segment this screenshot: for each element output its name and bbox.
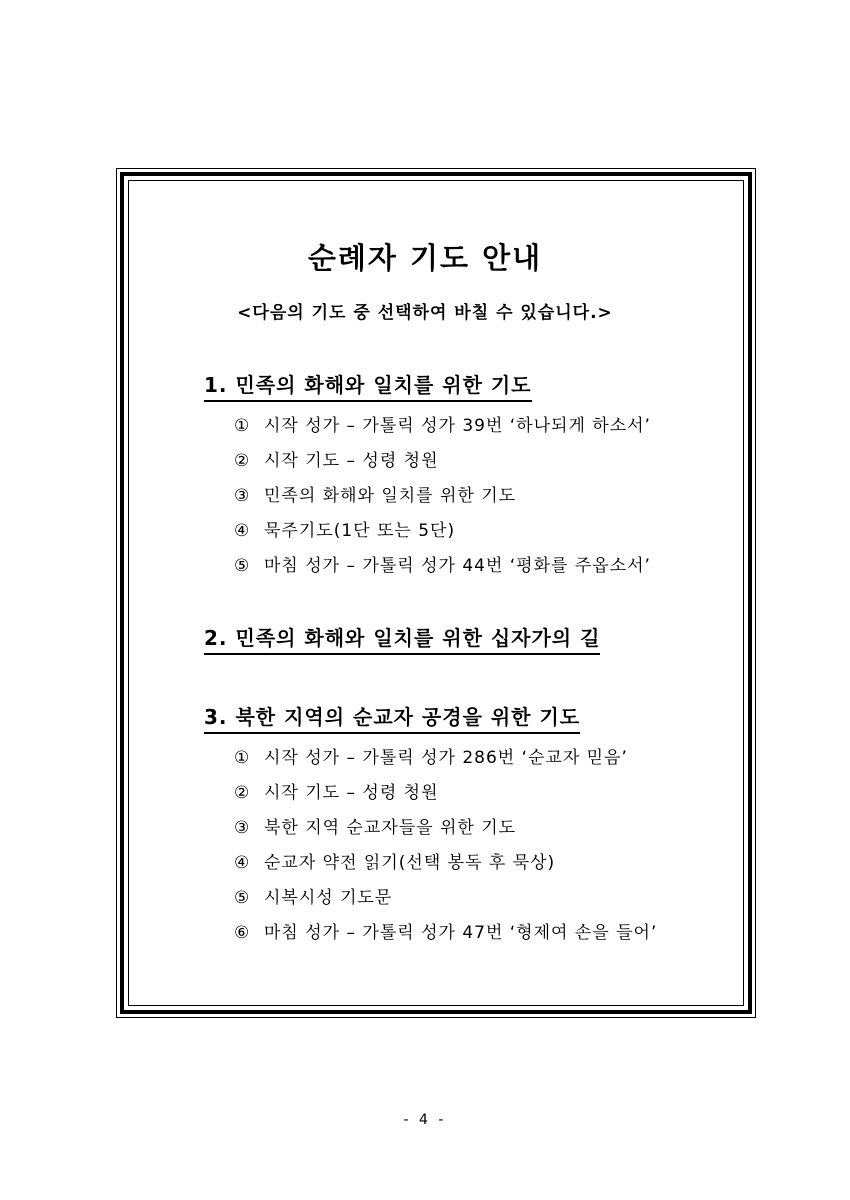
page-number: - 4 - xyxy=(403,1112,447,1128)
item-number: ⑥ xyxy=(234,923,251,943)
item-text: 시작 성가 – 가톨릭 성가 286번 ‘순교자 믿음’ xyxy=(264,748,628,768)
item-number: ① xyxy=(234,416,251,436)
list-item xyxy=(234,449,651,484)
item-text: 시작 기도 – 성령 청원 xyxy=(264,783,439,803)
list-item xyxy=(234,851,657,886)
item-text: 민족의 화해와 일치를 위한 기도 xyxy=(264,486,517,506)
item-number: ② xyxy=(234,451,251,471)
list-item xyxy=(234,414,651,449)
section-heading-2: 2. 민족의 화해와 일치를 위한 십자가의 길 xyxy=(204,625,600,655)
item-text: 시복시성 기도문 xyxy=(264,888,393,908)
item-number: ③ xyxy=(234,818,251,838)
list-item xyxy=(234,886,657,921)
item-number: ⑤ xyxy=(234,556,251,576)
list-item xyxy=(234,554,651,589)
item-text: 북한 지역 순교자들을 위한 기도 xyxy=(264,818,517,838)
item-number: ③ xyxy=(234,486,251,506)
section-heading-1: 1. 민족의 화해와 일치를 위한 기도 xyxy=(204,372,532,402)
item-text: 마침 성가 – 가톨릭 성가 47번 ‘형제여 손을 들어’ xyxy=(264,923,658,943)
list-item xyxy=(234,921,657,956)
list-item xyxy=(234,781,657,816)
item-text: 마침 성가 – 가톨릭 성가 44번 ‘평화를 주옵소서’ xyxy=(264,556,651,576)
section-3-list xyxy=(234,746,657,956)
list-item xyxy=(234,519,651,554)
item-number: ⑤ xyxy=(234,888,251,908)
list-item xyxy=(234,746,657,781)
item-text: 순교자 약전 읽기(선택 봉독 후 묵상) xyxy=(264,853,556,873)
item-number: ① xyxy=(234,748,251,768)
page-subtitle: <다음의 기도 중 선택하여 바칠 수 있습니다.> xyxy=(237,303,613,323)
section-1-list xyxy=(234,414,651,589)
item-text: 묵주기도(1단 또는 5단) xyxy=(264,521,456,541)
item-number: ④ xyxy=(234,853,251,873)
list-item xyxy=(234,484,651,519)
item-text: 시작 성가 – 가톨릭 성가 39번 ‘하나되게 하소서’ xyxy=(264,416,651,436)
list-item xyxy=(234,816,657,851)
item-text: 시작 기도 – 성령 청원 xyxy=(264,451,439,471)
section-heading-3: 3. 북한 지역의 순교자 공경을 위한 기도 xyxy=(204,704,580,734)
item-number: ② xyxy=(234,783,251,803)
item-number: ④ xyxy=(234,521,251,541)
page-title: 순례자 기도 안내 xyxy=(307,241,543,275)
